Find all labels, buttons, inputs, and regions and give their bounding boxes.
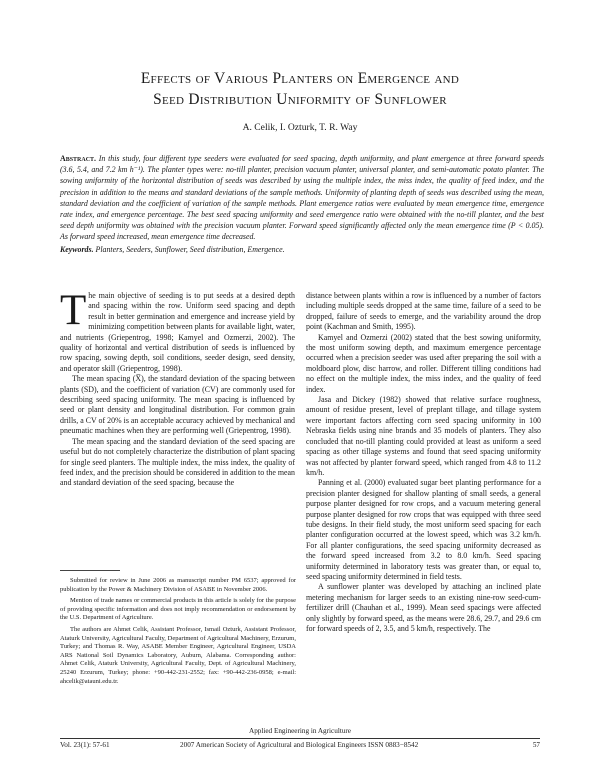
- title-line-1: Effects of Various Planters on Emergence and: [140, 70, 460, 87]
- footnote: [60, 577, 296, 689]
- footnote-authors: The authors are Ahmet Celik, Assistant Professor, Ismail Ozturk, Assistant Professor, Ataturk University, Agricultural Faculty, Department of Agricultural Machinery, Erzurum, Turkey; and Thomas R. Way, ASABE Member Engineer, Agricultural Engineer, USDA ARS National Soil Dynamics Laboratory, Auburn, Alabama. Corresponding author: Ahmet Celik, Ataturk University, Agricultural Faculty, Dept. of Agricultural Machinery, 25240 Erzurum, Turkey; phone: +90-442-231-2552; fax: +90-442-236-0958; e-mail: ahcelik@atauni.edu.tr.: [60, 625, 296, 685]
- drop-cap: T: [60, 287, 87, 334]
- page-number: 57: [532, 741, 540, 749]
- right-column: [306, 291, 541, 634]
- paragraph-6: Jasa and Dickey (1982) showed that relative surface roughness, amount of residue present, level of preplant tillage, and tillage system were important factors affecting corn seed spacing uniformity in 100 Nebraska fields using nine brands and 35 models of planters. They also concluded that no-till planting could provided at least as uniform a seed spacing as other tillage systems and found that seed spacing uniformity was not affected by planter forward speed, which ranged from 4.8 to 11.2 km/h.: [306, 395, 541, 477]
- paragraph-1-text: he main objective of seeding is to put seeds at a desired depth and spacing within the row. Uniform seed spacing and depth result in better germination and emergence and increase yield by minimizing competition between plants for available light, water, and nutrients (Griepentrog, 1998; Kamyel and Ozmerzi, 2002). The quality of horizontal and vertical distribution of seeds is influenced by row spacing, sowing depth, soil conditions, seeder design, seed density, and operator skill (Griepentrog, 1998).: [60, 291, 295, 373]
- volume-info: Vol. 23(1): 57-61: [60, 741, 110, 749]
- paragraph-2: The mean spacing (X̅), the standard deviation of the spacing between plants (SD), and the coefficient of variation (CV) are commonly used for describing seed spacing uniformity. The mean spacing is influenced by seed or plant density and longitudinal distribution. For common grain drills, a CV of 20% is an acceptable accuracy achieved by mechanical and pneumatic machines when they are performing well (Griepentrog, 1998).: [60, 374, 295, 436]
- authors: A. Celik, I. Ozturk, T. R. Way: [242, 122, 358, 133]
- paragraph-3: The mean spacing and the standard deviation of the seed spacing are useful but do not completely characterize the distribution of plant spacing for single seed planters. The multiple index, the miss index, the quality of feed index, and the precision should be considered in addition to the mean and standard deviation of the seed spacing, because the: [60, 436, 295, 488]
- footnote-disclaimer: Mention of trade names or commercial products in this article is solely for the purpose of providing specific information and does not imply recommendation or endorsement by the U.S. Department of Agriculture.: [60, 597, 296, 622]
- paper-title: [60, 68, 540, 110]
- title-line-2: Seed Distribution Uniformity of Sunflower: [153, 91, 447, 108]
- paragraph-8: A sunflower planter was developed by attaching an inclined plate metering mechanism for larger seeds to an existing nine-row seed-cum-fertilizer drill (Chauhan et al., 1999). Mean seed spacings were affected only slightly by forward speed, as the means were 28.6, 29.7, and 29.6 cm for forward speeds of 2, 3.5, and 5 km/h, respectively. The: [306, 582, 541, 633]
- left-column: [60, 287, 295, 489]
- footnote-submission: Submitted for review in June 2006 as manuscript number PM 6537; approved for publication by the Power & Machinery Division of ASABE in November 2006.: [60, 577, 296, 593]
- abstract-text: In this study, four different type seeders were evaluated for seed spacing, depth uniformity, and plant emergence at three forward speeds (3.6, 5.4, and 7.2 km h⁻¹). The planter types were: no-till planter, precision vacuum planter, universal planter, and semi-automatic potato planter. The sowing uniformity of the horizontal distribution of seeds was described by using the multiple index, the miss index, the quality of feed index, and the precision in addition to the means and standard deviations of the sample methods. Uniformity of planting depth of seeds was described using the mean, standard deviation and the coefficient of variation of the sample methods. Plant emergence ratios were evaluated by mean emergence time, emergence rate index, and emergence percentage. The best seed spacing uniformity and seed emergence ratio were obtained with the no-till planter, and the best seed depth uniformity was obtained with the precision vacuum planter. Forward speed significantly affected only the mean emergence time (P < 0.05). As forward speed increased, mean emergence time decreased.: [60, 154, 544, 242]
- abstract: [60, 153, 544, 255]
- keywords-text: Planters, Seeders, Sunflower, Seed distribution, Emergence.: [93, 244, 285, 254]
- footnote-rule: [60, 570, 120, 571]
- paragraph-1: [60, 287, 295, 374]
- journal-name: Applied Engineering in Agriculture: [249, 727, 351, 735]
- keywords-label: Keywords.: [60, 244, 94, 254]
- paragraph-7: Panning et al. (2000) evaluated sugar beet planting performance for a precision planter designed for shallow planting of small seeds, a general purpose planter designed for row crops, and a vacuum metering general purpose planter designed for row crops that was equipped with three seed tube designs. In their field study, the most uniform seed spacing for each planter configuration occurred at the lowest speed, which was 3.2 km/h. For all planter configurations, the seed spacing uniformity decreased as the forward speed increased from 3.2 to 8.0 km/h. Seed spacing uniformity determined in laboratory tests was greater than, or equal to, seed spacing uniformity determined in field tests.: [306, 478, 541, 581]
- paragraph-5: Kamyel and Ozmerzi (2002) stated that the best sowing uniformity, the most uniform sowing depth, and maximum emergence percentage occurred when a precision seeder was used after preparing the soil with a moldboard plow, disc harrow, and roller. Different tilling conditions had no effect on the multiple index, the miss index, and the quality of feed index.: [306, 332, 541, 394]
- abstract-label: Abstract.: [60, 154, 97, 163]
- copyright: 2007 American Society of Agricultural and Biological Engineers ISSN 0883−8542: [180, 741, 419, 749]
- paragraph-4: distance between plants within a row is influenced by a number of factors including multiple seeds dropped at the same time, failure of a seed to be dropped, failure of seeds to emerge, and the variability around the drop point (Kachman and Smith, 1995).: [306, 291, 541, 332]
- footer-rule: [60, 738, 540, 739]
